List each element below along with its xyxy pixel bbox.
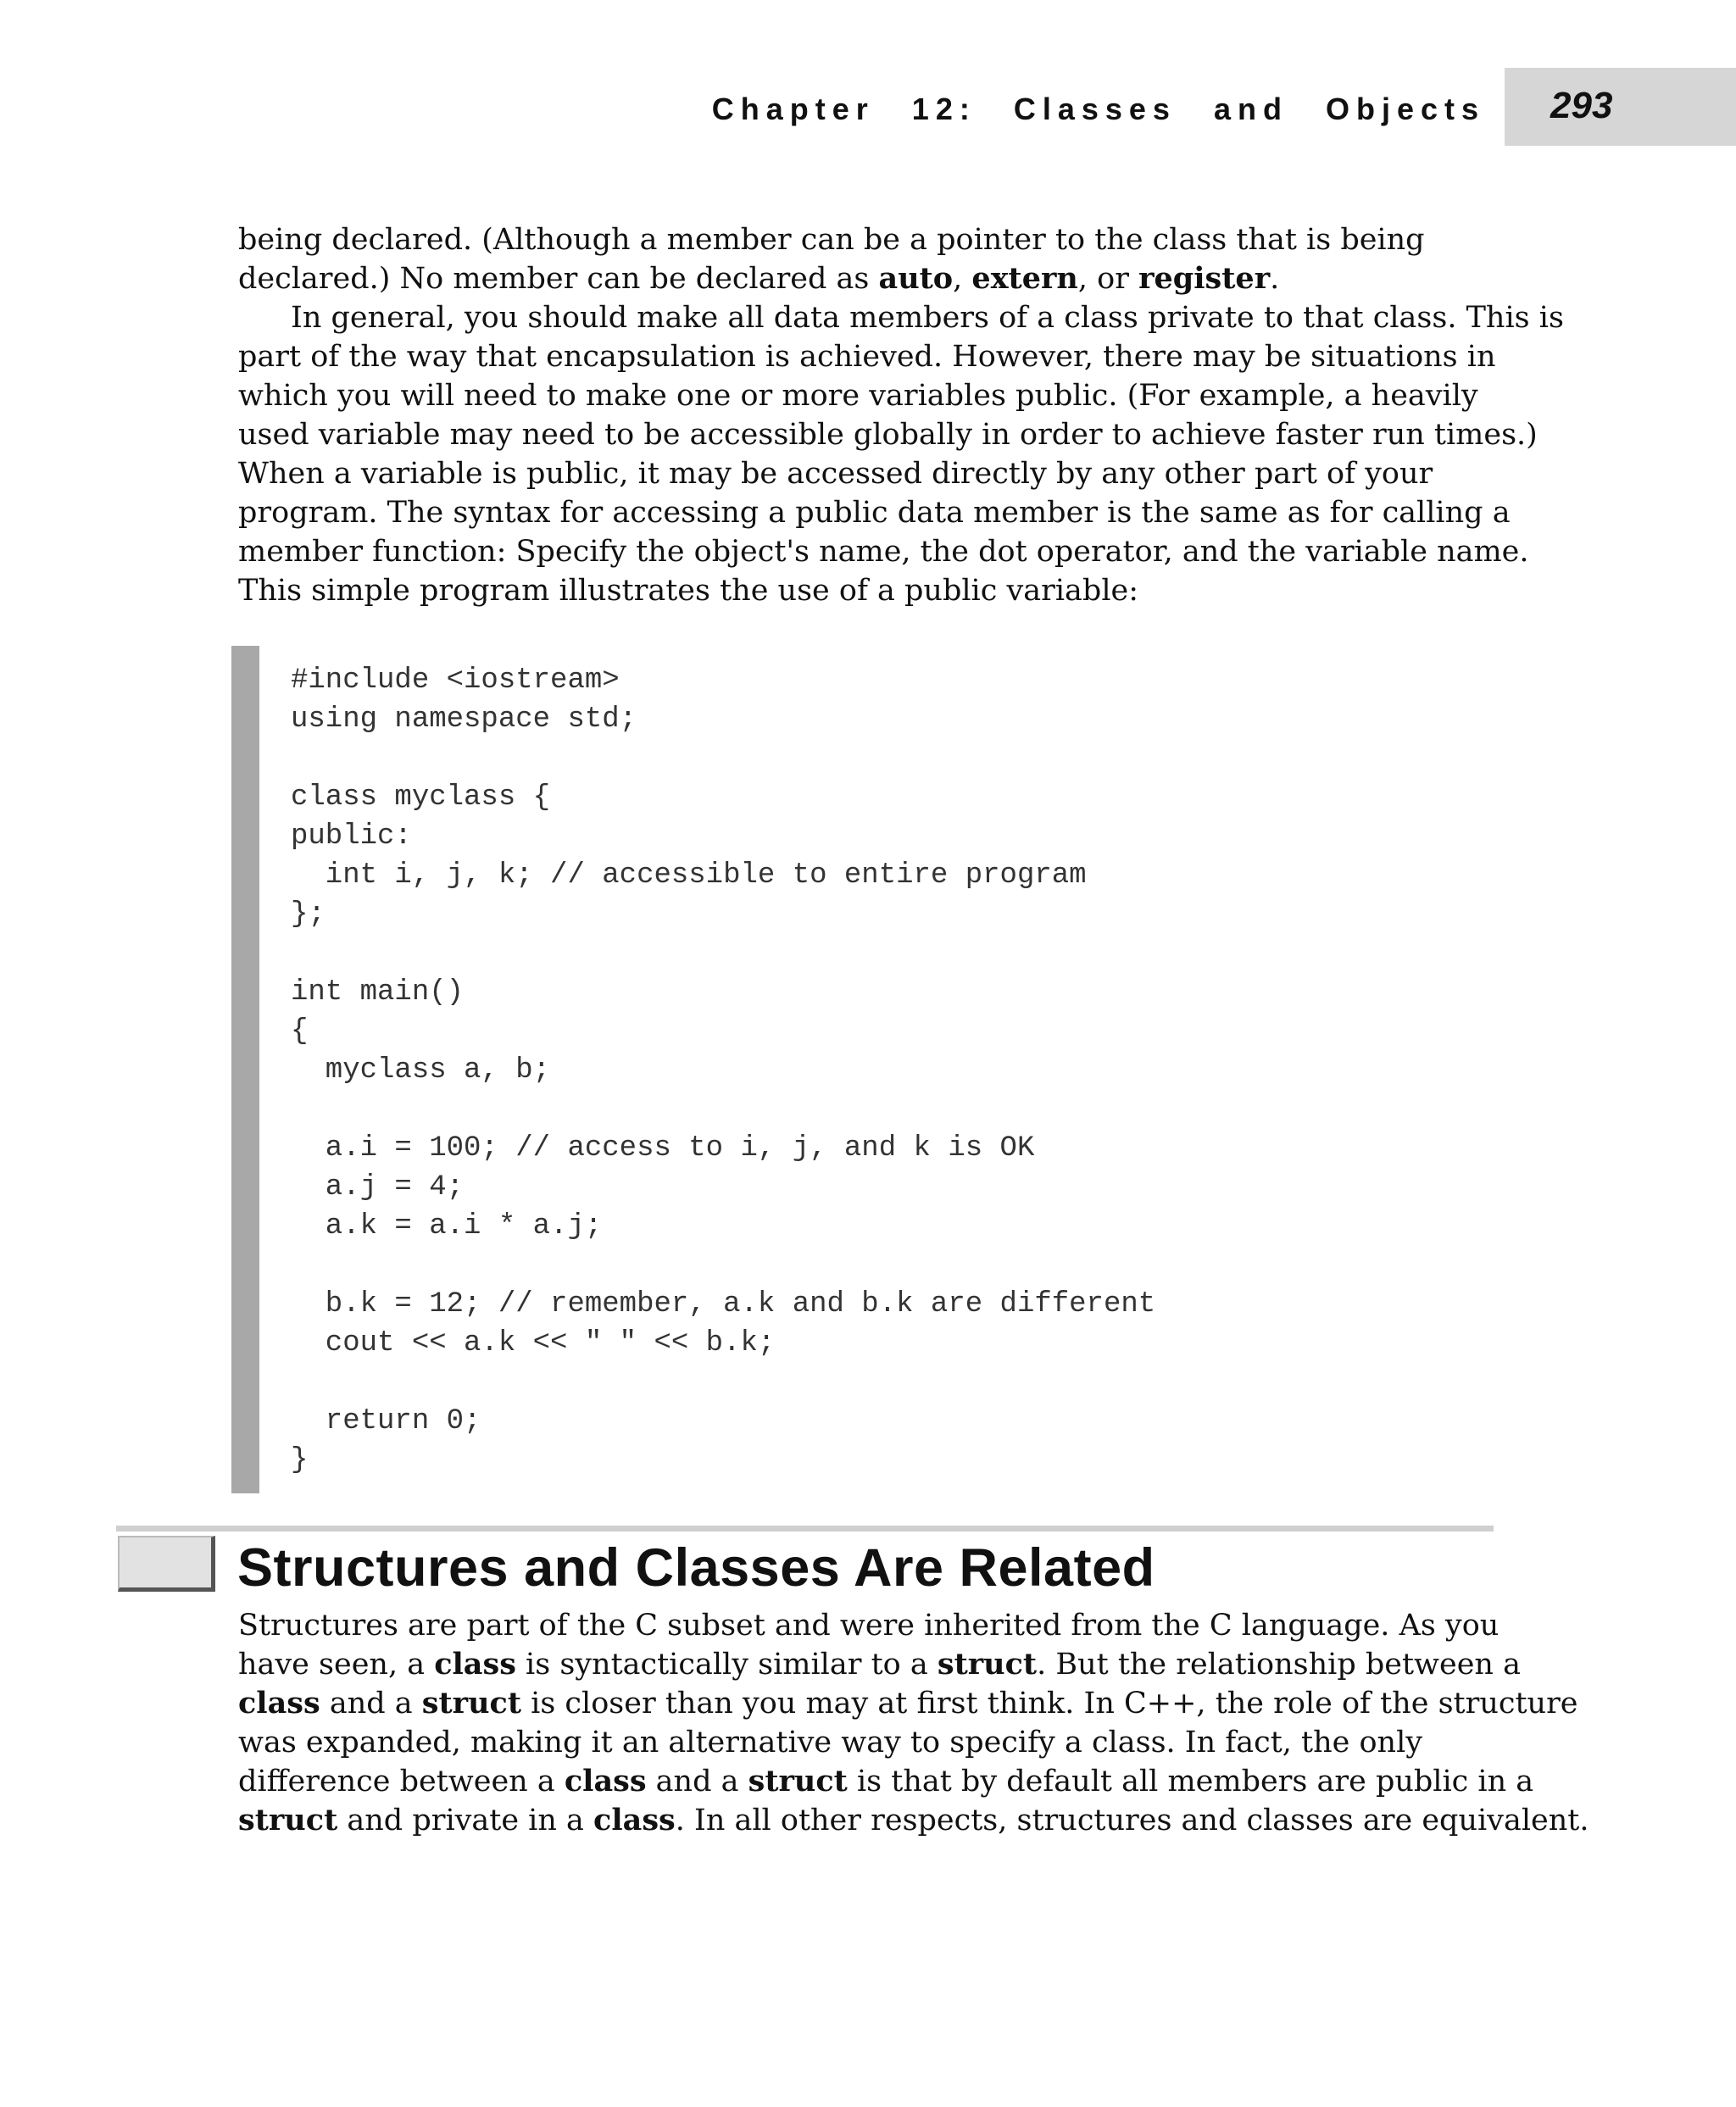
keyword-struct: struct [238, 1803, 338, 1837]
running-header-chapter-title: Chapter 12: Classes and Objects [711, 92, 1485, 126]
section-marker-box [118, 1536, 215, 1592]
page-number: 293 [1550, 85, 1613, 126]
section-rule [116, 1526, 1494, 1532]
text-run: and a [320, 1687, 422, 1721]
text-run: . In all other respects, structures and classes are equivalent. [675, 1804, 1589, 1837]
paragraph-3 [238, 1606, 1589, 1840]
page-number-tab [1505, 68, 1736, 146]
keyword-class: class [593, 1803, 676, 1837]
paragraph-line [238, 220, 1493, 259]
keyword-extern: extern [971, 261, 1078, 296]
code-listing-text: #include <iostream> using namespace std; class myclass { public: int i, j, k; // accessible to entire program }; int main() { myclass a, b; a.i = 100; // access to i, j, and k is OK a.j = 4; a.k = a.i * a.j; b.k = 12; // remember, a.k and b.k are different cout << a.k << " " << b.k; return 0; } [291, 664, 1156, 1476]
paragraph-line: This simple program illustrates the use of a public variable: [238, 574, 1139, 608]
code-listing-margin-bar [231, 646, 259, 1493]
paragraph-line: program. The syntax for accessing a public data member is the same as for calling a [238, 496, 1511, 530]
paragraph-line: which you will need to make one or more variables public. (For example, a heavily [238, 379, 1478, 413]
code-listing [231, 646, 1206, 1493]
text-run: and private in a [337, 1804, 594, 1837]
text-run: , [953, 262, 972, 296]
paragraph-line: part of the way that encapsulation is achieved. However, there may be situations in [238, 340, 1496, 374]
paragraph-line [238, 1684, 1578, 1723]
text-run: is syntactically similar to a [515, 1648, 938, 1682]
keyword-auto: auto [878, 261, 954, 296]
keyword-struct: struct [748, 1764, 848, 1798]
keyword-struct: struct [937, 1647, 1038, 1682]
text-run: being declared. (Although a member can be a pointer to the class that is being [238, 223, 1425, 257]
keyword-struct: struct [421, 1686, 522, 1721]
paragraph-line [238, 1645, 1521, 1684]
keyword-class: class [238, 1686, 320, 1721]
paragraph-line: used variable may need to be accessible globally in order to achieve faster run times.) [238, 418, 1538, 452]
keyword-class: class [434, 1647, 516, 1682]
paragraph-line [238, 1762, 1534, 1801]
paragraph-line: In general, you should make all data members of a class private to that class. This is [291, 301, 1564, 335]
keyword-register: register [1138, 261, 1271, 296]
text-run: Structures are part of the C subset and were inherited from the C language. As you [238, 1609, 1500, 1643]
paragraph-1 [238, 220, 1564, 610]
text-run: . [1270, 262, 1280, 296]
text-run: was expanded, making it an alternative way to specify a class. In fact, the only [238, 1726, 1423, 1760]
text-run: is closer than you may at first think. In C++, the role of the structure [521, 1687, 1578, 1721]
text-run: is that by default all members are public in a [847, 1765, 1534, 1798]
paragraph-line: member function: Specify the object's name, the dot operator, and the variable name. [238, 535, 1529, 569]
text-run: and a [646, 1765, 748, 1798]
paragraph-line [238, 259, 1493, 298]
section-heading: Structures and Classes Are Related [237, 1538, 1155, 1598]
text-run: declared.) No member can be declared as [238, 262, 879, 296]
text-run: difference between a [238, 1765, 565, 1798]
text-run: . But the relationship between a [1037, 1648, 1521, 1682]
paragraph-line [238, 1801, 1589, 1840]
paragraph-line [238, 1723, 1493, 1762]
paragraph-line: When a variable is public, it may be accessed directly by any other part of your [238, 457, 1433, 491]
text-run: have seen, a [238, 1648, 435, 1682]
text-run: , or [1077, 262, 1139, 296]
keyword-class: class [564, 1764, 647, 1798]
paragraph-line [238, 1606, 1500, 1645]
